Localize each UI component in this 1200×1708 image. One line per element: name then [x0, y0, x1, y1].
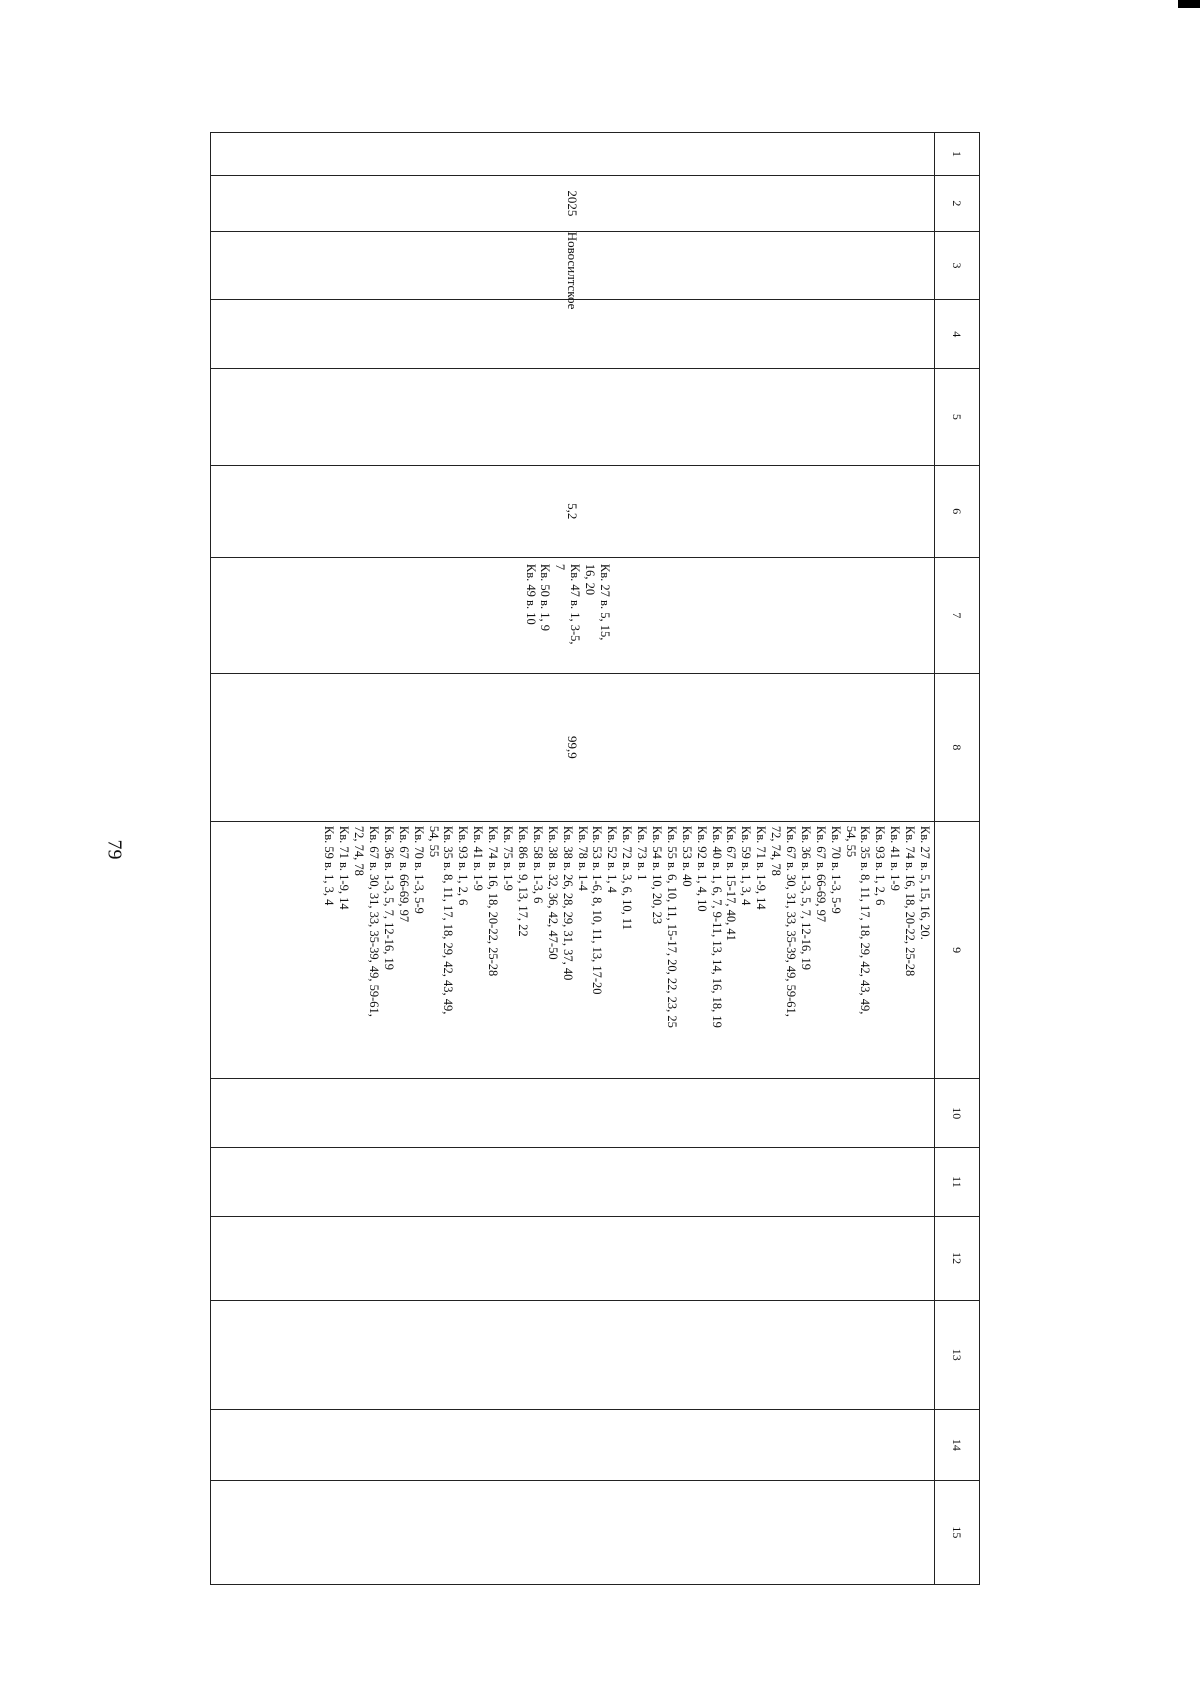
- list-item: Кв. 59 в. 1, 3, 4: [322, 825, 337, 906]
- col-num-13: 13: [935, 1300, 980, 1409]
- page-number: 79: [103, 839, 126, 860]
- cell-col5: [211, 369, 935, 466]
- list-item: Кв. 75 в. 1-9: [501, 825, 516, 891]
- col-num-6: 6: [935, 465, 980, 557]
- list-item: Кв. 67 в. 66-69, 97: [396, 825, 411, 923]
- list-item: Кв. 36 в. 1-3, 5, 7, 12-16, 19: [381, 825, 396, 970]
- list-item: Кв. 35 в. 8, 11, 17, 18, 29, 42, 43, 49,: [441, 825, 456, 1015]
- list-item: Кв. 86 в. 9, 13, 17, 22: [515, 825, 530, 937]
- col-num-15: 15: [935, 1480, 980, 1584]
- col-num-8: 8: [935, 673, 980, 821]
- col-num-7: 7: [935, 557, 980, 673]
- list-item: Кв. 53 в. 40: [679, 825, 694, 887]
- col-num-3: 3: [935, 231, 980, 300]
- list-item: Кв. 53 в. 1-6, 8, 10, 11, 13, 17-20: [590, 825, 605, 995]
- cell-col4: [211, 300, 935, 369]
- cell-quarters-short: [211, 557, 935, 673]
- list-item: Кв. 72 в. 3, 6, 10, 11: [620, 825, 635, 930]
- list-item: Кв. 55 в. 6, 10, 11, 15-17, 20, 22, 23, 25: [664, 825, 679, 1028]
- list-item: Кв. 70 в. 1-3, 5-9: [411, 825, 426, 914]
- list-item: Кв. 71 в. 1-9, 14: [337, 825, 352, 910]
- list-item: Кв. 59 в. 1, 3, 4: [739, 825, 754, 906]
- cell-quarters-list: [211, 821, 935, 1079]
- cell-percent: 99,9: [211, 673, 935, 821]
- list-item: Кв. 67 в. 15-17, 40, 41: [724, 825, 739, 941]
- col-num-10: 10: [935, 1079, 980, 1148]
- list-item: Кв. 58 в. 1-3, 6: [530, 825, 545, 904]
- list-item: Кв. 50 в. 1, 9: [538, 563, 553, 631]
- column-number-row: [935, 133, 980, 1585]
- list-item: Кв. 27 в. 5, 15, 16, 20.: [918, 825, 932, 940]
- list-item: Кв. 74 в. 16, 18, 20-22, 25-28: [486, 825, 501, 977]
- col-num-9: 9: [935, 821, 980, 1079]
- list-item: Кв. 52 в. 1, 4: [605, 825, 620, 893]
- list-item: 7: [553, 563, 568, 571]
- list-item: Кв. 36 в. 1-3, 5, 7, 12-16, 19: [798, 825, 813, 970]
- col-num-1: 1: [935, 133, 980, 176]
- cell-col13: [211, 1300, 935, 1409]
- list-item: Кв. 71 в. 1-9, 14: [754, 825, 769, 910]
- list-item: Кв. 38 в. 26, 28, 29, 31, 37, 40: [560, 825, 575, 981]
- list-item: Кв. 93 в. 1, 2, 6: [456, 825, 471, 906]
- list-item: Кв. 70 в. 1-3, 5-9: [828, 825, 843, 914]
- quarters-list: [321, 826, 932, 1075]
- list-item: Кв. 73 в. 1: [635, 825, 650, 881]
- cell-col11: [211, 1148, 935, 1217]
- list-item: Кв. 67 в. 66-69, 97: [813, 825, 828, 923]
- list-item: Кв. 49 в. 10: [523, 563, 538, 625]
- cell-col10: [211, 1079, 935, 1148]
- cell-col12: [211, 1216, 935, 1300]
- list-item: Кв. 27 в. 5, 15,: [598, 563, 612, 641]
- list-item: Кв. 67 в. 30, 31, 33, 35-39, 49, 59-61,: [783, 825, 798, 1017]
- list-item: Кв. 93 в. 1, 2, 6: [873, 825, 888, 906]
- list-item: Кв. 47 в. 1, 3-5,: [568, 563, 583, 645]
- table-row: [211, 133, 935, 1585]
- list-item: Кв. 40 в. 1, 6, 7, 9-11, 13, 14, 16, 18, 19: [709, 825, 724, 1028]
- cell-forestry: Новосилтское: [211, 231, 935, 300]
- col-num-12: 12: [935, 1216, 980, 1300]
- list-item: Кв. 74 в. 16, 18, 20-22, 25-28: [903, 825, 918, 977]
- col-num-2: 2: [935, 175, 980, 231]
- list-item: Кв. 41 в. 1-9: [888, 825, 903, 891]
- list-item: Кв. 92 в. 1, 4, 10: [694, 825, 709, 912]
- list-item: 72, 74, 78: [352, 825, 367, 876]
- list-item: 72, 74, 78: [769, 825, 784, 876]
- scan-mark: [1178, 0, 1200, 8]
- cell-col14: [211, 1409, 935, 1480]
- register-table: [210, 132, 980, 1585]
- list-item: Кв. 54 в. 10, 20, 23: [649, 825, 664, 925]
- cell-year: 2025: [211, 175, 935, 231]
- list-item: Кв. 35 в. 8, 11, 17, 18, 29, 42, 43, 49,: [858, 825, 873, 1015]
- list-item: 54, 55: [426, 825, 441, 858]
- list-item: Кв. 41 в. 1-9: [471, 825, 486, 891]
- list-item: Кв. 38 в. 32, 36, 42, 47-50: [545, 825, 560, 960]
- rotated-table-frame: [210, 132, 980, 1585]
- col-num-11: 11: [935, 1148, 980, 1217]
- cell-col15: [211, 1480, 935, 1584]
- col-num-5: 5: [935, 369, 980, 466]
- col-num-4: 4: [935, 300, 980, 369]
- list-item: 54, 55: [843, 825, 858, 858]
- list-item: Кв. 67 в. 30, 31, 33, 35-39, 49, 59-61,: [367, 825, 382, 1017]
- list-item: Кв. 78 в. 1-4: [575, 825, 590, 891]
- list-item: 16, 20: [583, 563, 598, 596]
- quarters-short-list: [523, 564, 612, 667]
- rotated-table-container: [210, 132, 980, 1585]
- col-num-14: 14: [935, 1409, 980, 1480]
- cell-area: 5,2: [211, 465, 935, 557]
- cell-col1: [211, 133, 935, 176]
